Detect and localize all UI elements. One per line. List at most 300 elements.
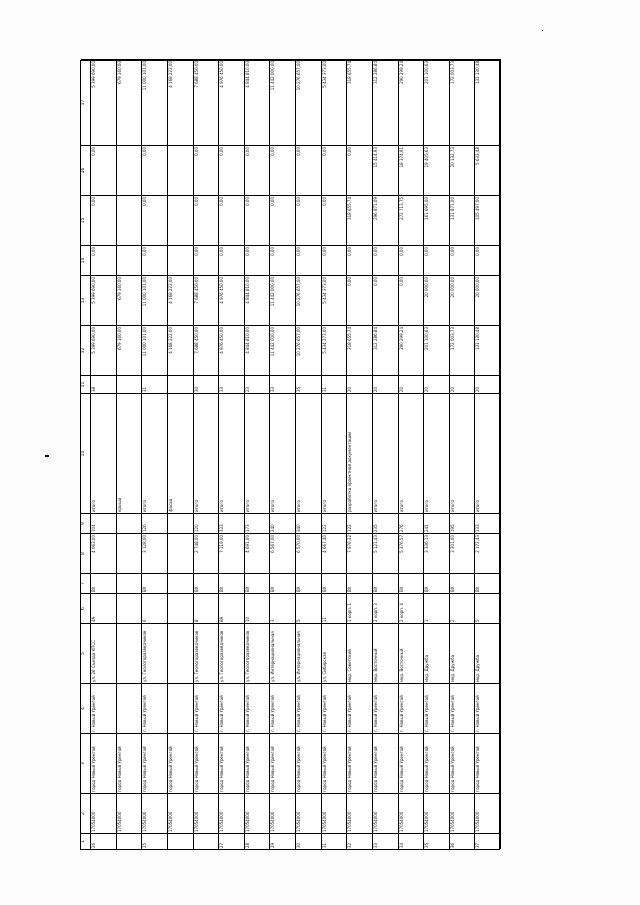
table-cell-s13: 0,00	[373, 275, 398, 325]
table-cell-reg: город Новый Уренгой	[296, 733, 321, 793]
table-cell-s15: 0,00	[91, 195, 116, 245]
table-cell-s16: 0,00	[194, 145, 219, 195]
table-cell-n	[168, 833, 193, 849]
table-cell-floor: 133	[475, 513, 500, 533]
table-cell-s12: 131 130,48	[475, 325, 500, 375]
column-header: 6	[81, 593, 90, 623]
table-row	[450, 59, 476, 849]
table-cell-floor	[117, 513, 142, 533]
table-cell-house	[168, 593, 193, 623]
scan-speck	[542, 30, 543, 31]
table-cell-s16: 0,00	[91, 145, 116, 195]
table-cell-street	[168, 623, 193, 683]
table-cell-s12: 7 688 450,00	[194, 325, 219, 375]
table-cell-k: 20	[424, 375, 449, 393]
table-cell-area: 3 336,13	[424, 533, 449, 573]
table-cell-s13: 10 276 657,00	[296, 275, 321, 325]
table-cell-work: фасад	[168, 393, 193, 513]
table-cell-floor: 340	[296, 513, 321, 533]
table-cell-house: 10	[245, 593, 270, 623]
table-cell-s13: 20 000,00	[450, 275, 475, 325]
table-cell-s16: 19 405,63	[424, 145, 449, 195]
column-header: 17	[81, 59, 90, 145]
table-cell-work: итого	[450, 393, 475, 513]
table-cell-kind: ВХ	[296, 573, 321, 593]
table-cell-s16: 0,00	[347, 145, 372, 195]
table-cell-street: мкр. Советский	[347, 623, 372, 683]
table-cell-area: 2 748,00	[194, 533, 219, 573]
table-cell-s13: 0,00	[347, 275, 372, 325]
table-cell-code: 17054000	[117, 793, 142, 833]
scan-speck	[45, 455, 49, 457]
table-cell-s14: 0,00	[219, 245, 244, 275]
table-cell-floor: 122	[322, 513, 347, 533]
table-cell-s15	[117, 195, 142, 245]
table-cell-kind: ВХ	[142, 573, 167, 593]
table-cell-street: ул. 26 Съезда КПСС	[91, 623, 116, 683]
table-cell-area: 6 567,00	[270, 533, 295, 573]
table-row	[219, 59, 245, 849]
table-cell-kind	[168, 573, 193, 593]
repair-schedule-table	[80, 60, 500, 850]
table-cell-s12: 312 286,84	[373, 325, 398, 375]
table-cell-n: 31	[322, 833, 347, 849]
table-cell-work: итого	[270, 393, 295, 513]
table-cell-s16	[117, 145, 142, 195]
column-header: 7	[81, 573, 90, 593]
rotated-table-area	[80, 60, 500, 850]
table-cell-kind	[117, 573, 142, 593]
column-header: 5	[81, 623, 90, 683]
column-header: 14	[81, 245, 90, 275]
table-cell-floor: 120	[194, 513, 219, 533]
table-cell-addr: г. Новый Уренгой	[424, 683, 449, 733]
table-cell-s16: 0,00	[142, 145, 167, 195]
table-cell-s14: 0,00	[270, 245, 295, 275]
table-cell-street: мкр. Дружба	[475, 623, 500, 683]
table-cell-work: итого	[194, 393, 219, 513]
table-row	[373, 59, 399, 849]
table-cell-n: 30	[296, 833, 321, 849]
table-cell-reg: город Новый Уренгой	[91, 733, 116, 793]
table-cell-addr: г. Новый Уренгой	[219, 683, 244, 733]
table-cell-street: мкр. Восточный	[373, 623, 398, 683]
table-cell-house: 2 корп. 4	[399, 593, 424, 623]
table-cell-k: 33	[219, 375, 244, 393]
table-cell-s14: 0,00	[475, 245, 500, 275]
table-cell-work: итого	[424, 393, 449, 513]
table-cell-code: 17054000	[296, 793, 321, 833]
table-cell-kind: ВХ	[450, 573, 475, 593]
table-cell-code: 17054000	[450, 793, 475, 833]
table-cell-k: 23	[245, 375, 270, 393]
table-cell-k	[117, 375, 142, 393]
table-cell-n	[194, 833, 219, 849]
table-cell-kind: ВХ	[270, 573, 295, 593]
table-cell-area: 7 119,00	[219, 533, 244, 573]
table-cell-n: 27	[219, 833, 244, 849]
table-cell-s12: 5 399 690,00	[91, 325, 116, 375]
table-cell-work: итого	[296, 393, 321, 513]
table-cell-house: 2	[450, 593, 475, 623]
table-cell-code: 17054000	[424, 793, 449, 833]
table-cell-street: мкр. Дружба	[450, 623, 475, 683]
table-cell-k: 20	[450, 375, 475, 393]
table-cell-s15: 272 713,75	[399, 195, 424, 245]
table-cell-street: мкр. Дружба	[424, 623, 449, 683]
table-cell-floor: 240	[270, 513, 295, 533]
table-cell-area: 7 976,32	[347, 533, 372, 573]
table-cell-floor: 122	[347, 513, 372, 533]
table-cell-s14: 0,00	[142, 245, 167, 275]
table-cell-reg: город Новый Уренгой	[373, 733, 398, 793]
table-cell-s16: 5 633,48	[475, 145, 500, 195]
table-cell-s15	[168, 195, 193, 245]
table-cell-street: ул. Интернациональная	[296, 623, 321, 683]
table-cell-k: 30	[194, 375, 219, 393]
table-cell-floor	[168, 513, 193, 533]
table-cell-floor: 173	[245, 513, 270, 533]
table-cell-s15: 0,00	[296, 195, 321, 245]
table-cell-n: 37	[475, 833, 500, 849]
table-cell-n: 35	[424, 833, 449, 849]
table-cell-s16: 0,00	[219, 145, 244, 195]
table-cell-n: 32	[347, 833, 372, 849]
table-cell-s17: 5 434 373,00	[322, 59, 347, 145]
table-row	[245, 59, 271, 849]
table-cell-addr: г. Новый Уренгой	[322, 683, 347, 733]
table-cell-s15: 105 497,00	[475, 195, 500, 245]
table-cell-s16: 0,00	[245, 145, 270, 195]
table-row	[399, 59, 425, 849]
table-cell-house: 11	[322, 593, 347, 623]
table-cell-code: 17054000	[168, 793, 193, 833]
table-row	[142, 59, 168, 849]
table-cell-area: 5 121,43	[373, 533, 398, 573]
table-cell-s15: 0,00	[194, 195, 219, 245]
table-cell-s15: 0,00	[245, 195, 270, 245]
table-cell-s14: 0,00	[399, 245, 424, 275]
table-cell-s17: 11 000 101,00	[142, 59, 167, 145]
table-cell-s16: 18 374,91	[399, 145, 424, 195]
column-header: 2	[81, 793, 90, 833]
table-cell-reg: город Новый Уренгой	[475, 733, 500, 793]
table-cell-street: ул. Сибирская	[322, 623, 347, 683]
table-cell-kind: ВХ	[322, 573, 347, 593]
table-row	[424, 59, 450, 849]
table-cell-code: 17054000	[270, 793, 295, 833]
table-cell-house: 4А	[91, 593, 116, 623]
table-cell-kind: ВХ	[91, 573, 116, 593]
table-cell-k: 20	[475, 375, 500, 393]
table-cell-kind: ВХ	[373, 573, 398, 593]
column-header: 10	[81, 393, 90, 513]
table-cell-s13: 11 000 101,00	[142, 275, 167, 325]
table-cell-s15: 161 695,00	[424, 195, 449, 245]
table-cell-s17: 679 160,00	[117, 59, 142, 145]
table-cell-area: 2 172,43	[475, 533, 500, 573]
table-cell-reg: город Новый Уренгой	[194, 733, 219, 793]
table-cell-s13: 20 000,00	[424, 275, 449, 325]
table-cell-area: 6 570,00	[296, 533, 321, 573]
table-cell-s15: 0,00	[142, 195, 167, 245]
table-cell-code: 17054000	[245, 793, 270, 833]
table-cell-s16: 20 132,73	[450, 145, 475, 195]
table-cell-s12: 10 276 657,00	[296, 325, 321, 375]
table-cell-work: разработка проектной документации	[347, 393, 372, 513]
table-cell-floor: 241	[424, 513, 449, 533]
table-cell-code: 17054000	[142, 793, 167, 833]
column-header: 4	[81, 683, 90, 733]
table-cell-street	[117, 623, 142, 683]
table-cell-s12: 5 434 373,00	[322, 325, 347, 375]
table-header-row	[81, 59, 91, 849]
table-cell-s13: 5 399 690,00	[91, 275, 116, 325]
table-cell-k: 20	[399, 375, 424, 393]
table-cell-s12: 4 168 222,00	[168, 325, 193, 375]
table-cell-s15: 296 871,09	[373, 195, 398, 245]
table-cell-n: 33	[373, 833, 398, 849]
table-cell-code: 17054000	[475, 793, 500, 833]
table-cell-code: 17054000	[91, 793, 116, 833]
table-cell-reg: город Новый Уренгой	[450, 733, 475, 793]
table-cell-s17: 7 688 450,00	[194, 59, 219, 145]
table-cell-area: 3 128,00	[142, 533, 167, 573]
table-cell-kind: ВХ	[219, 573, 244, 593]
table-cell-s15: 318 655,74	[347, 195, 372, 245]
table-cell-work: итого	[219, 393, 244, 513]
table-cell-kind: ВХ	[399, 573, 424, 593]
table-cell-s17: 201 100,63	[424, 59, 449, 145]
table-cell-floor: 276	[399, 513, 424, 533]
table-cell-reg: город Новый Уренгой	[424, 733, 449, 793]
table-cell-area: 3 301,00	[450, 533, 475, 573]
table-row	[117, 59, 143, 849]
table-cell-n: 25	[142, 833, 167, 849]
table-cell-s14: 0,00	[373, 245, 398, 275]
table-cell-work: итого	[399, 393, 424, 513]
column-header: 15	[81, 195, 90, 245]
table-cell-street: мкр. Восточный	[399, 623, 424, 683]
table-cell-house: 2 корп. 3	[373, 593, 398, 623]
table-row	[91, 59, 117, 849]
table-cell-kind: ВХ	[194, 573, 219, 593]
table-cell-s17: 131 130,48	[475, 59, 500, 145]
table-cell-reg: город Новый Уренгой	[322, 733, 347, 793]
table-cell-s14: 0,00	[91, 245, 116, 275]
table-cell-floor: 235	[373, 513, 398, 533]
table-cell-s16: 0,00	[322, 145, 347, 195]
table-cell-floor: 195	[450, 513, 475, 533]
table-row	[194, 59, 220, 849]
table-cell-k: 33	[270, 375, 295, 393]
table-cell-s13: 5 434 373,00	[322, 275, 347, 325]
table-cell-floor: 126	[142, 513, 167, 533]
table-cell-house: 3	[270, 593, 295, 623]
table-cell-addr	[117, 683, 142, 733]
table-cell-s13: 0,00	[399, 275, 424, 325]
table-cell-floor: 104	[91, 513, 116, 533]
table-cell-reg: город Новый Уренгой	[168, 733, 193, 793]
table-cell-s13: 4 168 222,00	[168, 275, 193, 325]
table-cell-kind: ВХ	[347, 573, 372, 593]
table-cell-s17: 312 286,84	[373, 59, 398, 145]
table-cell-street: ул. Интернациональная	[270, 623, 295, 683]
table-cell-s12: 4 976 450,00	[219, 325, 244, 375]
table-cell-addr: г. Новый Уренгой	[194, 683, 219, 733]
table-row	[322, 59, 348, 849]
table-cell-work: итого	[373, 393, 398, 513]
table-cell-s12: 4 844 810,00	[245, 325, 270, 375]
table-cell-s17: 10 276 657,00	[296, 59, 321, 145]
table-cell-reg: город Новый Уренгой	[245, 733, 270, 793]
table-cell-house: 1	[424, 593, 449, 623]
column-header: 1	[81, 833, 90, 849]
table-cell-street: ул. Геологоразведчиков	[142, 623, 167, 683]
table-cell-n	[117, 833, 142, 849]
table-cell-s13: 679 160,00	[117, 275, 142, 325]
table-cell-work: итого	[245, 393, 270, 513]
table-cell-addr: г. Новый Уренгой	[270, 683, 295, 733]
table-cell-s13: 4 844 810,00	[245, 275, 270, 325]
table-cell-k: 20	[373, 375, 398, 393]
table-cell-code: 17054000	[322, 793, 347, 833]
table-cell-s17: 4 976 450,00	[219, 59, 244, 145]
table-cell-house: 8	[194, 593, 219, 623]
table-cell-s12: 201 100,63	[424, 325, 449, 375]
table-row	[347, 59, 373, 849]
table-row	[296, 59, 322, 849]
column-header: 8	[81, 533, 90, 573]
table-cell-reg: город Новый Уренгой	[347, 733, 372, 793]
table-cell-kind: ВХ	[475, 573, 500, 593]
table-cell-s17: 318 655,74	[347, 59, 372, 145]
table-cell-s14: 0,00	[322, 245, 347, 275]
table-cell-s13: 11 442 000,00	[270, 275, 295, 325]
table-cell-area: 5 376,57	[399, 533, 424, 573]
column-header: 13	[81, 275, 90, 325]
table-cell-s12: 679 160,00	[117, 325, 142, 375]
table-cell-addr: г. Новый Уренгой	[373, 683, 398, 733]
table-cell-addr: г. Новый Уренгой	[347, 683, 372, 733]
table-cell-area: 4 691,00	[245, 533, 270, 573]
table-cell-addr	[168, 683, 193, 733]
table-cell-s14	[168, 245, 193, 275]
table-cell-s12: 11 000 101,00	[142, 325, 167, 375]
table-cell-k: 35	[296, 375, 321, 393]
table-cell-n: 28	[245, 833, 270, 849]
table-cell-street: ул. Геологоразведчиков	[219, 623, 244, 683]
column-header: 9	[81, 513, 90, 533]
table-cell-s14: 0,00	[347, 245, 372, 275]
table-cell-house: 6	[142, 593, 167, 623]
table-cell-s14: 0,00	[450, 245, 475, 275]
table-cell-n: 29	[270, 833, 295, 849]
table-cell-kind: ВХ	[245, 573, 270, 593]
table-cell-s12: 172 003,73	[450, 325, 475, 375]
table-cell-work: крыша	[117, 393, 142, 513]
table-cell-s14: 0,00	[296, 245, 321, 275]
table-cell-n: 34	[399, 833, 424, 849]
column-header: 11	[81, 375, 90, 393]
column-header: 16	[81, 145, 90, 195]
table-cell-s14: 0,00	[245, 245, 270, 275]
table-cell-s13: 7 688 450,00	[194, 275, 219, 325]
table-row	[168, 59, 194, 849]
table-cell-s13: 20 000,00	[475, 275, 500, 325]
table-cell-s16: 15 414,93	[373, 145, 398, 195]
table-cell-house: 8А	[219, 593, 244, 623]
table-cell-s15: 0,00	[270, 195, 295, 245]
table-cell-s12: 11 442 000,00	[270, 325, 295, 375]
table-cell-s12: 290 299,24	[399, 325, 424, 375]
table-cell-reg: город Новый Уренгой	[117, 733, 142, 793]
table-cell-n: 26	[91, 833, 116, 849]
table-cell-area	[168, 533, 193, 573]
table-cell-addr: г. Новый Уренгой	[91, 683, 116, 733]
table-cell-s12: 318 655,74	[347, 325, 372, 375]
table-cell-code: 17054000	[399, 793, 424, 833]
table-cell-s17: 4 168 222,00	[168, 59, 193, 145]
table-cell-addr: г. Новый Уренгой	[399, 683, 424, 733]
table-cell-s16: 0,00	[296, 145, 321, 195]
table-cell-s16	[168, 145, 193, 195]
table-cell-area: 4 667,40	[322, 533, 347, 573]
table-cell-code: 17054000	[347, 793, 372, 833]
table-cell-work: итого	[142, 393, 167, 513]
table-cell-k: 20	[347, 375, 372, 393]
table-cell-s17: 5 399 690,00	[91, 59, 116, 145]
table-cell-code: 17054000	[219, 793, 244, 833]
column-header: 12	[81, 325, 90, 375]
table-cell-k: 31	[322, 375, 347, 393]
table-cell-code: 17054000	[194, 793, 219, 833]
table-cell-s14	[117, 245, 142, 275]
table-cell-s17: 4 844 810,00	[245, 59, 270, 145]
table-row	[270, 59, 296, 849]
table-cell-reg: город Новый Уренгой	[219, 733, 244, 793]
table-cell-s15: 0,00	[322, 195, 347, 245]
table-cell-kind: ВХ	[424, 573, 449, 593]
table-cell-s17: 172 003,73	[450, 59, 475, 145]
table-cell-s15: 131 871,00	[450, 195, 475, 245]
table-cell-s14: 0,00	[424, 245, 449, 275]
table-cell-code: 17054000	[373, 793, 398, 833]
table-cell-work: итого	[91, 393, 116, 513]
table-row	[475, 59, 501, 849]
table-cell-k	[168, 375, 193, 393]
table-cell-addr: г. Новый Уренгой	[245, 683, 270, 733]
table-cell-reg: город Новый Уренгой	[270, 733, 295, 793]
table-cell-addr: г. Новый Уренгой	[296, 683, 321, 733]
table-cell-house	[117, 593, 142, 623]
table-cell-house: 5	[296, 593, 321, 623]
table-cell-house: 5	[475, 593, 500, 623]
table-cell-k: 38	[91, 375, 116, 393]
table-cell-s13: 4 976 450,00	[219, 275, 244, 325]
table-cell-area: 4 063,00	[91, 533, 116, 573]
table-cell-s16: 0,00	[270, 145, 295, 195]
table-cell-work: итого	[475, 393, 500, 513]
table-cell-addr: г. Новый Уренгой	[475, 683, 500, 733]
table-cell-k: 31	[142, 375, 167, 393]
table-cell-s15: 0,00	[219, 195, 244, 245]
table-cell-floor: 333	[219, 513, 244, 533]
table-cell-s17: 290 299,24	[399, 59, 424, 145]
table-cell-work: итого	[322, 393, 347, 513]
table-cell-s17: 11 442 000,00	[270, 59, 295, 145]
table-cell-street: ул. Геологоразведчиков	[245, 623, 270, 683]
